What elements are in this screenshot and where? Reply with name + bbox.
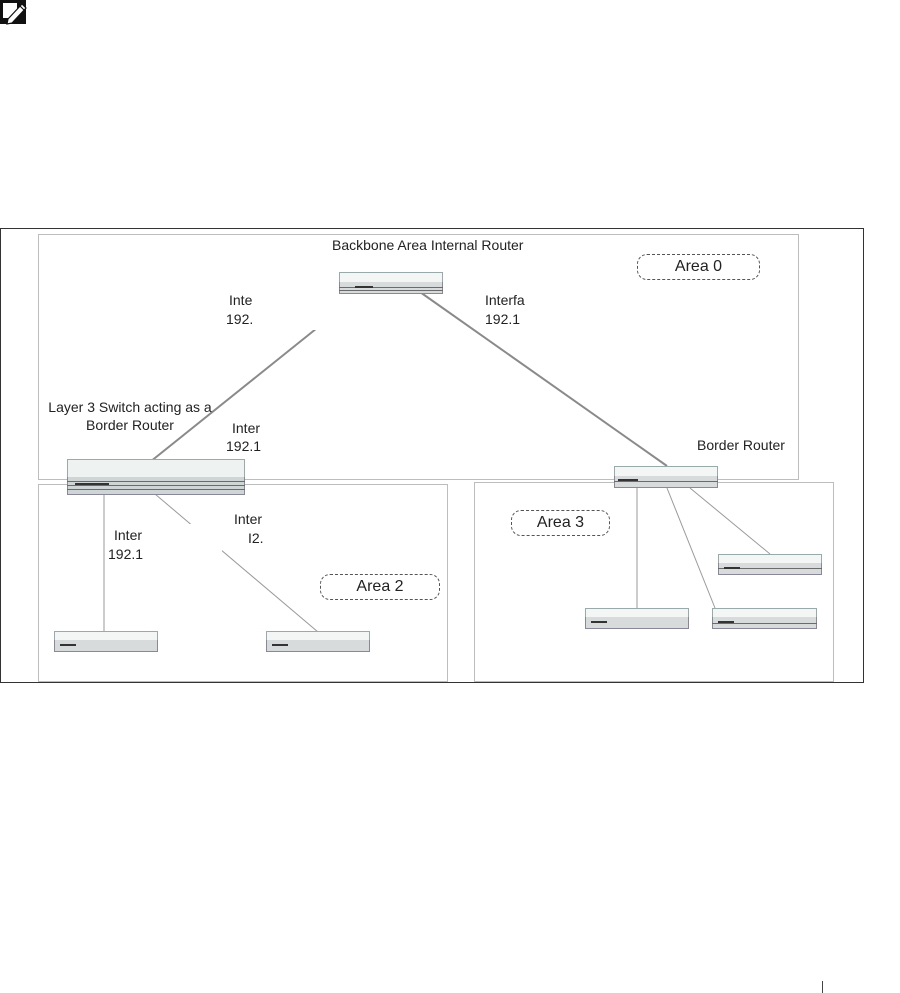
label-mask (264, 418, 304, 462)
label-mask (262, 508, 292, 552)
area3-device-upper (718, 554, 822, 575)
interface-label-line1: Inter (114, 527, 143, 543)
link-right-down2 (667, 488, 715, 608)
interface-label-line2: 192.1 (226, 438, 262, 454)
layer3-switch-device (67, 459, 245, 495)
interface-label-line1: Inte (229, 292, 253, 308)
link-right-down3 (690, 488, 770, 554)
backbone-router-label: Backbone Area Internal Router (332, 237, 524, 253)
area2-device-left (54, 631, 158, 652)
area3-device-middle (712, 608, 817, 629)
backbone-router-device (339, 272, 443, 294)
interface-label-line2: 192.1 (485, 311, 521, 327)
area2-device-right (266, 631, 370, 652)
layer3-switch-label-line2: Border Router (86, 417, 174, 433)
area0-badge: Area 0 (637, 254, 760, 280)
interface-label-line1: Interfa (485, 292, 525, 308)
layer3-switch-label-line1: Layer 3 Switch acting as a (48, 399, 212, 415)
label-mask (526, 284, 566, 330)
border-router-label: Border Router (697, 437, 785, 453)
area3-badge: Area 3 (511, 510, 610, 536)
area2-badge: Area 2 (320, 574, 440, 600)
interface-label-line2: 192. (226, 311, 254, 327)
layer3-switch-label (40, 398, 220, 434)
border-router-device (614, 466, 718, 488)
interface-label-line2: 192.1 (108, 546, 144, 562)
page-footer-divider (822, 981, 823, 993)
area3-device-left (585, 608, 689, 629)
interface-label-line2: I2. (248, 530, 264, 546)
interface-label-line1: Inter (234, 511, 263, 527)
label-mask (142, 524, 222, 566)
interface-label-line1: Inter (232, 420, 261, 436)
